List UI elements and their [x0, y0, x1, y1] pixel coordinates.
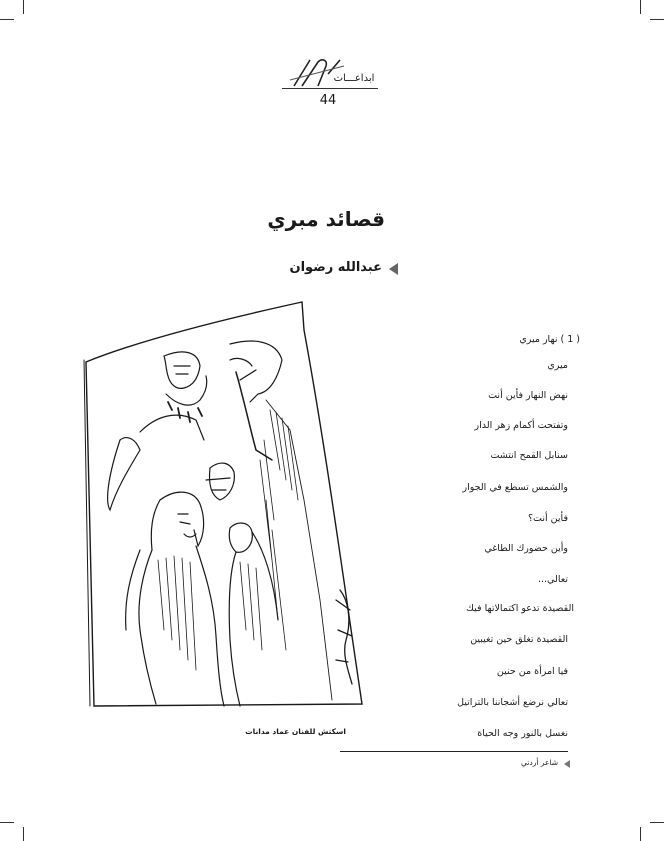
poem-line: والشمس تسطع في الجوار [462, 482, 568, 493]
footnote-rule [340, 751, 568, 752]
sketch-illustration [80, 300, 370, 712]
poem-section-heading: ( 1 ) نهار ميري [519, 334, 580, 345]
crop-mark [0, 19, 14, 20]
triangle-bullet-icon [564, 760, 570, 768]
poem-line: تعالي نرضع أشجاننا بالتراتيل [457, 697, 568, 708]
crop-mark [640, 0, 641, 14]
crop-mark [640, 827, 641, 841]
poem-title: قصائد مبري [267, 207, 385, 231]
crop-mark [650, 822, 664, 823]
poem-line: فيا امرأة من حنين [496, 666, 568, 677]
crop-mark [23, 0, 24, 14]
author-name: عبدالله رضوان [289, 260, 382, 275]
triangle-bullet-icon [389, 263, 398, 275]
illustration-caption: اسكتش للفنان عماد مدانات [245, 727, 346, 736]
poem-line: نغسل بالنور وجه الحياة [477, 728, 568, 739]
poem-line: القصيدة تغلق حين تغيبين [470, 634, 568, 645]
footnote [490, 758, 570, 772]
crop-mark [650, 19, 664, 20]
crop-mark [23, 827, 24, 841]
header-rule [282, 88, 378, 89]
poem-line: وأين حضورك الطاغي [484, 543, 568, 554]
poem-line: فأين أنت؟ [528, 513, 568, 524]
poem-line: القصيدة تدعو اكتمالاتها فيك [466, 603, 574, 614]
poem-line: وتفتحت أكمام زهر الدار [474, 420, 568, 431]
poem-line: ميري [547, 360, 568, 371]
crop-mark [0, 822, 14, 823]
poem-line: سنابل القمح انتشت [490, 450, 568, 461]
author-byline [250, 260, 400, 280]
footnote-text: شاعر أردني [521, 758, 558, 767]
poem-line: تعالي... [538, 574, 568, 585]
page-number: 44 [319, 93, 337, 108]
section-label: ابداعـــات [333, 73, 375, 84]
poem-line: نهض النهار فأين أنت [488, 390, 568, 401]
